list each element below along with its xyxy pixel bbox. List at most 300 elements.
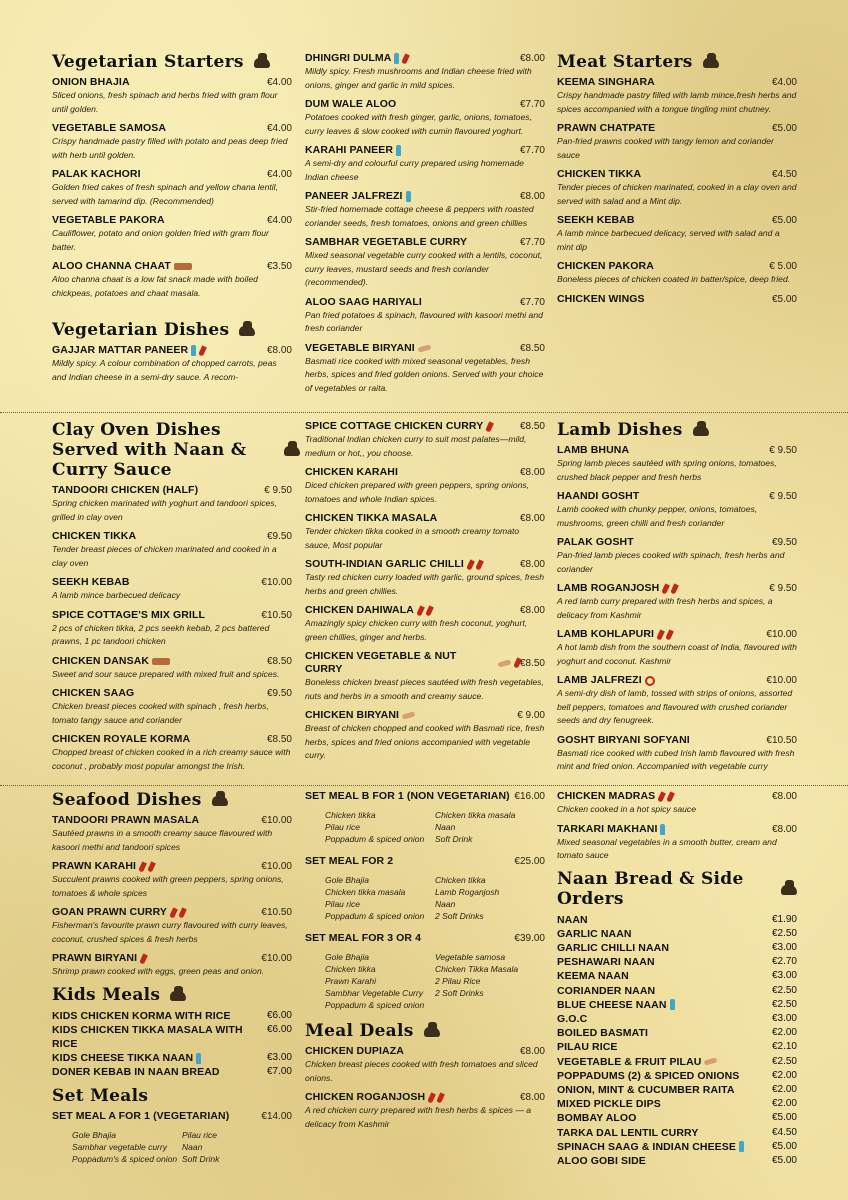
menu-item-name xyxy=(52,76,130,89)
menu-item-price: €8.00 xyxy=(266,345,292,356)
menu-item-description: Spring lamb pieces sautéed with spring onions, tomatoes, crushed black pepper and fresh herbs xyxy=(557,458,777,482)
menu-item xyxy=(305,604,545,644)
section-title-text: Lamb Dishes xyxy=(557,420,683,440)
menu-item-name-text: CHICKEN WINGS xyxy=(557,292,645,305)
menu-item-name xyxy=(557,582,677,595)
elephant-icon xyxy=(168,986,190,1004)
menu-item-price: € 9.50 xyxy=(769,445,797,456)
menu-item-price: €7.70 xyxy=(519,296,545,308)
menu-item-price: €10.00 xyxy=(766,629,797,640)
menu-item xyxy=(557,1026,797,1040)
menu-item xyxy=(305,236,545,290)
menu-item-price: €4.00 xyxy=(771,77,797,88)
menu-item-name xyxy=(52,576,130,589)
elephant-icon xyxy=(691,421,713,439)
menu-item-name xyxy=(557,1126,698,1140)
menu-item xyxy=(557,955,797,969)
section-title-text: Set Meals xyxy=(52,1085,149,1106)
set-meal-dish: Chicken tikka masala xyxy=(325,887,406,897)
chili-icon xyxy=(666,791,675,802)
menu-item xyxy=(52,1051,292,1065)
menu-item-price: €5.00 xyxy=(771,215,797,226)
menu-item-name-text: SOUTH-INDIAN GARLIC CHILLI xyxy=(305,558,464,570)
menu-item-description: Mixed seasonal vegetables in a smooth butter, cream and tomato sauce xyxy=(557,836,777,860)
set-meal-header xyxy=(305,790,545,803)
menu-item-price: €2.70 xyxy=(771,956,797,968)
menu-item-description: Amazingly spicy chicken curry with fresh coconut, yoghurt, green chillies, ginger and herbs. xyxy=(305,618,528,642)
menu-item-name xyxy=(305,466,398,479)
menu-item-header xyxy=(557,168,797,181)
cheese-icon xyxy=(670,999,675,1010)
menu-item-description: Mixed seasonal vegetable curry cooked with a lentils, coconut, curry leaves, mustard seeds and fresh coriander (recommended). xyxy=(305,250,543,287)
section-title xyxy=(305,1021,545,1041)
menu-item-price: €4.50 xyxy=(771,169,797,180)
menu-item-name-text: TANDOORI PRAWN MASALA xyxy=(52,814,200,826)
menu-item-header xyxy=(52,530,292,543)
elephant-icon xyxy=(701,53,723,71)
menu-item-name xyxy=(557,1154,646,1168)
nut-icon xyxy=(704,1058,718,1066)
menu-item-name xyxy=(557,913,588,927)
menu-item xyxy=(557,941,797,955)
set-meal-dish: Gole Bhajia xyxy=(325,875,369,885)
menu-item-name-text: PALAK KACHORI xyxy=(52,168,141,180)
menu-item-description: Boneless pieces of chicken coated in batter/spice, deep fried. xyxy=(557,274,791,284)
menu-item-header xyxy=(305,1091,545,1104)
cheese-icon xyxy=(660,824,665,835)
column-3-middle xyxy=(557,420,797,780)
menu-item-description: A hot lamb dish from the southern coast of India, flavoured with yoghurt and coconut. Kashmir xyxy=(557,642,797,666)
section-title xyxy=(52,790,292,810)
menu-item-header xyxy=(52,214,292,227)
menu-item-name-text: GOAN PRAWN CURRY xyxy=(52,906,167,918)
menu-item-header xyxy=(305,420,545,433)
menu-item-header xyxy=(557,674,797,687)
menu-item-price: €6.00 xyxy=(266,1023,292,1035)
set-meal-dish: Chicken tikka xyxy=(435,875,486,885)
menu-item-name xyxy=(557,823,665,836)
menu-item-description: Crispy handmade pastry filled with lamb mince,fresh herbs and spices accompanied with a tongue tingling mint chutney. xyxy=(557,90,797,114)
menu-item-header xyxy=(52,76,292,89)
chili-icon xyxy=(427,1092,436,1103)
no-nut-icon xyxy=(645,676,655,686)
menu-item-header xyxy=(557,790,797,803)
column-2-middle xyxy=(305,420,545,769)
menu-item-name xyxy=(305,144,401,157)
menu-item-name xyxy=(52,733,190,746)
set-meal-contents xyxy=(305,951,545,1011)
menu-item-header xyxy=(305,604,545,617)
menu-item-name xyxy=(52,122,166,135)
set-meal-dish: Chicken tikka xyxy=(325,964,376,974)
set-meal-contents xyxy=(52,1129,292,1165)
menu-item-price: €2.00 xyxy=(771,1069,797,1081)
menu-item-name xyxy=(305,296,422,309)
set-meal-dish: Prawn Karahi xyxy=(325,976,377,986)
menu-item-price: € 5.00 xyxy=(769,261,797,272)
menu-item-description: A lamb mince barbecued delicacy xyxy=(52,590,181,600)
column-1-bottom xyxy=(52,790,292,1175)
menu-item-name-text: VEGETABLE PAKORA xyxy=(52,214,165,226)
menu-item-name xyxy=(305,709,415,722)
menu-item-name xyxy=(557,536,634,549)
menu-item xyxy=(52,1023,292,1051)
menu-item xyxy=(305,98,545,138)
menu-item-description: Sautéed prawns in a smooth creamy sauce flavoured with kasoori methi and tandoori spices xyxy=(52,828,273,852)
menu-item-description: Pan-fried lamb pieces cooked with spinach, fresh herbs and coriander xyxy=(557,550,785,574)
nut-icon xyxy=(417,344,431,352)
set-meal-dish: Pilau rice xyxy=(325,899,360,909)
menu-item-price: €10.00 xyxy=(261,861,292,872)
set-meal-dish: Poppadum's & spiced onion xyxy=(72,1153,178,1164)
menu-item-name xyxy=(305,1091,443,1104)
menu-item-name-text: BOILED BASMATI xyxy=(557,1027,649,1040)
menu-item-name xyxy=(52,1023,267,1051)
menu-item-name-text: PRAWN KARAHI xyxy=(52,860,137,872)
menu-item-header xyxy=(52,655,292,668)
set-meal-dish: Lamb Roganjosh xyxy=(435,887,500,897)
menu-item-name-text: HAANDI GOSHT xyxy=(557,490,640,502)
chili-icon xyxy=(425,605,434,616)
menu-item-description: Diced chicken prepared with green peppers, spring onions, tomatoes and whole Indian spices. xyxy=(305,480,530,504)
menu-item-name-text: CHICKEN TIKKA xyxy=(557,168,642,180)
menu-item-price: €8.00 xyxy=(519,1092,545,1103)
menu-item-price: €7.70 xyxy=(519,237,545,248)
menu-item xyxy=(52,76,292,116)
menu-item-name-text: CHICKEN DANSAK xyxy=(52,654,150,667)
menu-item-name xyxy=(305,1045,404,1058)
menu-item xyxy=(305,342,545,396)
menu-item-price: €3.00 xyxy=(266,1052,292,1064)
menu-item-price: €4.00 xyxy=(266,123,292,134)
menu-item-name-text: PRAWN BIRYANI xyxy=(52,952,138,964)
set-meal-dish: Pilau rice xyxy=(182,1129,217,1140)
menu-item-description: Stir-fried homemade cottage cheese & peppers with roasted coriander seeds, fresh tomatoes, onions and green chillies xyxy=(305,204,534,228)
menu-item-name xyxy=(52,344,205,357)
menu-item-name xyxy=(557,76,655,89)
menu-item-name-text: KARAHI PANEER xyxy=(305,144,394,156)
menu-item-description: Mildly spicy. A colour combination of chopped carrots, peas and Indian cheese in a semi-dry sauce. A recom- xyxy=(52,358,277,382)
menu-item xyxy=(52,484,292,524)
menu-item xyxy=(305,144,545,184)
section-title-text: Seafood Dishes xyxy=(52,790,202,810)
menu-item xyxy=(557,536,797,576)
menu-item-price: €8.00 xyxy=(519,1046,545,1057)
menu-item xyxy=(557,790,797,817)
menu-item-header xyxy=(557,260,797,273)
chili-icon xyxy=(198,345,207,356)
menu-item xyxy=(52,906,292,946)
menu-item-header xyxy=(52,733,292,746)
menu-item-name xyxy=(557,122,655,135)
menu-item-name-text: GOSHT BIRYANI SOFYANI xyxy=(557,733,690,746)
menu-item-name xyxy=(557,1140,744,1154)
menu-item xyxy=(52,168,292,208)
menu-item-description: Boneless chicken breast pieces sautéed with fresh vegetables, nuts and herbs in a smooth and creamy sauce. xyxy=(305,677,544,701)
menu-item-price: €5.00 xyxy=(771,293,797,305)
menu-item-name-text: VEGETABLE BIRYANI xyxy=(305,341,415,354)
menu-item-price: €8.00 xyxy=(519,191,545,202)
menu-item-header xyxy=(52,906,292,919)
menu-item-price: €4.00 xyxy=(266,215,292,226)
menu-item-name xyxy=(305,342,431,355)
menu-item xyxy=(557,998,797,1012)
menu-item xyxy=(305,296,545,336)
section-title-text: Clay Oven Dishes Served with Naan & Curry Sauce xyxy=(52,420,247,480)
section-title xyxy=(52,1086,292,1106)
menu-item-price: €8.50 xyxy=(519,342,545,354)
low-fat-badge-icon xyxy=(174,263,192,270)
menu-item-header xyxy=(305,98,545,111)
menu-item xyxy=(305,1091,545,1131)
menu-item-description: Sliced onions, fresh spinach and herbs fried with gram flour until golden. xyxy=(52,90,278,114)
menu-item-name-text: CHICKEN TIKKA MASALA xyxy=(305,512,438,524)
menu-item-name-text: LAMB KOHLAPURI xyxy=(557,628,655,640)
menu-item xyxy=(52,344,292,384)
menu-item-price: €2.00 xyxy=(771,1083,797,1095)
section-title xyxy=(52,52,292,72)
menu-item-name xyxy=(52,484,198,497)
menu-item-name-text: LAMB ROGANJOSH xyxy=(557,582,660,594)
menu-item-description: Mildly spicy. Fresh mushrooms and Indian cheese fried with onions, ginger and garlic in mild spices. xyxy=(305,66,532,90)
menu-item-description: Tender pieces of chicken marinated, cooked in a clay oven and served with salad and a Mint dip. xyxy=(557,182,797,206)
menu-item-description: Traditional Indian chicken curry to suit most palates—mild, medium or hot,, you choose. xyxy=(305,434,527,458)
menu-item-name xyxy=(305,236,467,249)
menu-item-price: €10.00 xyxy=(766,675,797,686)
set-meal-dish: 2 Soft Drinks xyxy=(435,911,484,921)
menu-item-price: €7.00 xyxy=(266,1066,292,1078)
menu-item-name xyxy=(305,604,432,617)
menu-item-header xyxy=(52,168,292,181)
menu-item-price: €7.70 xyxy=(519,145,545,156)
menu-item-name xyxy=(52,906,185,919)
menu-item xyxy=(557,444,797,484)
chili-icon xyxy=(139,953,148,964)
menu-item-price: €2.00 xyxy=(771,1098,797,1110)
menu-item-price: €9.50 xyxy=(771,537,797,548)
section-title-text: Meat Starters xyxy=(557,52,693,72)
chili-icon xyxy=(147,861,156,872)
elephant-icon xyxy=(422,1022,444,1040)
menu-item-name xyxy=(52,530,136,543)
menu-item-price: €8.00 xyxy=(519,559,545,570)
set-meal-dish: Poppadum & spiced onion xyxy=(325,834,425,844)
column-3-bottom xyxy=(557,790,797,1168)
menu-item-description: A red chicken curry prepared with fresh herbs & spices — a delicacy from Kashmir xyxy=(305,1105,532,1129)
set-meal-dish: Naan xyxy=(182,1141,203,1152)
menu-item-name-text: MIXED PICKLE DIPS xyxy=(557,1098,661,1111)
column-1-middle xyxy=(52,420,292,779)
menu-item-price: € 9.00 xyxy=(517,710,545,721)
menu-item-description: Breast of chicken chopped and cooked with Basmati rice, fresh herbs, spices and fried onions accompanied with vegetable curry. xyxy=(305,723,545,760)
menu-item-price: €8.00 xyxy=(771,823,797,835)
menu-item-name-text: SPICE COTTAGE'S MIX GRILL xyxy=(52,608,205,621)
menu-item-name xyxy=(52,860,154,873)
chili-icon xyxy=(656,629,665,640)
column-1-top xyxy=(52,52,292,390)
menu-item-name-text: SEEKH KEBAB xyxy=(557,214,635,226)
menu-item-header xyxy=(52,122,292,135)
menu-item-name xyxy=(557,955,655,969)
menu-item-header xyxy=(557,76,797,89)
menu-item-name xyxy=(52,952,146,965)
menu-item-name xyxy=(305,512,437,525)
menu-item-price: €2.50 xyxy=(771,984,797,996)
menu-item-name-text: CHICKEN ROYALE KORMA xyxy=(52,733,191,745)
menu-item-header xyxy=(52,687,292,700)
menu-item-name xyxy=(52,1065,220,1079)
menu-item-description: 2 pcs of chicken tikka, 2 pcs seekh kebab, 2 pcs battered prawns, 1 pc tandoori chicken xyxy=(52,622,270,646)
cheese-icon xyxy=(394,53,399,64)
menu-item-name-text: NAAN xyxy=(557,913,588,926)
menu-item xyxy=(52,1065,292,1079)
menu-item xyxy=(557,969,797,983)
menu-item-price: €9.50 xyxy=(266,688,292,699)
column-2-top xyxy=(305,52,545,401)
set-meal-dish: Gole Bhajia xyxy=(325,952,369,962)
menu-item-price: €8.00 xyxy=(519,605,545,616)
menu-item-description: Succulent prawns cooked with green peppers, spring onions, tomatoes & whole spices xyxy=(52,874,284,898)
menu-item-name-text: KEEMA SINGHARA xyxy=(557,76,655,88)
menu-item-name-text: PALAK GOSHT xyxy=(557,536,634,548)
section-title xyxy=(557,869,797,909)
menu-item xyxy=(305,52,545,92)
set-meal-dish: Pilau rice xyxy=(325,822,360,832)
menu-item-name-text: PRAWN CHATPATE xyxy=(557,122,656,134)
menu-item-description: A lamb mince barbecued delicacy, served with salad and a mint dip xyxy=(557,228,780,252)
menu-item xyxy=(52,214,292,254)
menu-item-description: Basmati rice cooked with cubed Irish lamb flavoured with fresh mint and fried onion. Accompanied with vegetable curry xyxy=(557,747,795,771)
menu-item-name-text: SEEKH KEBAB xyxy=(52,576,130,588)
menu-item-name-text: GAJJAR MATTAR PANEER xyxy=(52,344,189,356)
menu-item-description: Aloo channa chaat is a low fat snack made with boiled chickpeas, potatoes and chaat masala. xyxy=(52,274,258,298)
menu-item-name xyxy=(557,790,673,803)
menu-item-description: Crispy handmade pastry filled with potato and peas deep fried with herb until golden. xyxy=(52,136,288,160)
menu-item-name-text: SPINACH SAAG & INDIAN CHEESE xyxy=(557,1140,736,1153)
menu-item-name-text: LAMB JALFREZI xyxy=(557,674,642,686)
menu-item-price: €10.50 xyxy=(766,734,797,746)
menu-item xyxy=(557,293,797,306)
menu-item-header xyxy=(52,344,292,357)
section-title xyxy=(557,420,797,440)
set-meal-price: €16.00 xyxy=(514,791,545,802)
menu-item-header xyxy=(557,444,797,457)
menu-item xyxy=(557,734,797,774)
set-meal-price: €39.00 xyxy=(514,933,545,944)
set-meal-dish xyxy=(435,999,545,1011)
menu-item-price: €2.00 xyxy=(771,1027,797,1039)
set-meal-dish: 2 Pilau Rice xyxy=(435,976,481,986)
menu-item-name xyxy=(305,52,408,65)
menu-item-description: Lamb cooked with chunky pepper, onions, tomatoes, mushrooms, green chilli and fresh coriander xyxy=(557,504,758,528)
menu-item xyxy=(52,814,292,854)
menu-item xyxy=(305,558,545,598)
menu-item-header xyxy=(305,236,545,249)
menu-item-name-text: ALOO CHANNA CHAAT xyxy=(52,260,171,272)
menu-item-name xyxy=(557,214,635,227)
menu-item-header xyxy=(52,814,292,827)
menu-item-price: €2.10 xyxy=(771,1041,797,1053)
menu-item-price: €5.00 xyxy=(771,123,797,134)
menu-item-price: €8.00 xyxy=(771,791,797,802)
set-meal-dish: Sambhar vegetable curry xyxy=(72,1141,167,1152)
chili-icon xyxy=(416,605,425,616)
menu-item-name xyxy=(557,260,654,273)
menu-item-name-text: ONION, MINT & CUCUMBER RAITA xyxy=(557,1083,735,1096)
menu-item-price: €1.90 xyxy=(771,913,797,925)
menu-item-header xyxy=(305,558,545,571)
menu-item-name xyxy=(557,969,629,983)
chili-icon xyxy=(169,907,178,918)
menu-item xyxy=(52,952,292,979)
chili-icon xyxy=(178,907,187,918)
menu-item-description: Potatoes cooked with fresh ginger, garlic, onions, tomatoes, curry leaves & slow cooked with cumin flavoured yoghurt. xyxy=(305,112,532,136)
menu-item-name-text: CHICKEN PAKORA xyxy=(557,260,654,272)
menu-item-description: A red lamb curry prepared with fresh herbs and spices, a delicacy from Kashmir xyxy=(557,596,773,620)
menu-item-name-text: TARKA DAL LENTIL CURRY xyxy=(557,1126,699,1139)
menu-item xyxy=(557,1055,797,1069)
menu-item xyxy=(52,122,292,162)
section-title-text: Vegetarian Dishes xyxy=(52,320,230,340)
menu-item-header xyxy=(557,823,797,836)
menu-item-header xyxy=(305,512,545,525)
menu-item-price: €10.00 xyxy=(261,953,292,964)
chili-icon xyxy=(402,53,411,64)
set-meal-header xyxy=(52,1110,292,1123)
set-meal-name: SET MEAL A FOR 1 (VEGETARIAN) xyxy=(52,1109,230,1122)
menu-item-header xyxy=(52,952,292,965)
menu-item xyxy=(557,122,797,162)
menu-item xyxy=(52,1009,292,1023)
menu-item-name-text: POPPADUMS (2) & SPICED ONIONS xyxy=(557,1069,740,1082)
menu-item-price: €7.70 xyxy=(519,99,545,110)
menu-item xyxy=(52,576,292,603)
menu-item-name-text: TARKARI MAKHANI xyxy=(557,822,658,835)
menu-item-name-text: VEGETABLE SAMOSA xyxy=(52,122,166,134)
menu-item-header xyxy=(557,582,797,595)
menu-item xyxy=(52,687,292,727)
menu-item-name-text: PESHAWARI NAAN xyxy=(557,956,655,969)
menu-item-name xyxy=(557,628,672,641)
menu-item-name xyxy=(305,98,396,111)
menu-item-name-text: BOMBAY ALOO xyxy=(557,1112,637,1125)
menu-item xyxy=(557,823,797,863)
menu-item-price: €5.00 xyxy=(771,1140,797,1152)
set-meal-dish: Poppadum & spiced onion xyxy=(325,911,425,921)
set-meal-dish: Vegetable samosa xyxy=(435,952,506,962)
menu-item-price: €8.50 xyxy=(519,657,545,669)
menu-item-header xyxy=(305,296,545,309)
set-meal-dish: Chicken Tikka Masala xyxy=(435,964,519,974)
menu-item-name-text: SAMBHAR VEGETABLE CURRY xyxy=(305,236,468,248)
menu-item-name xyxy=(305,420,492,433)
menu-item-description: Cauliflower, potato and onion golden fried with gram flour batter. xyxy=(52,228,269,252)
menu-item-name xyxy=(52,609,205,622)
menu-item-price: €8.00 xyxy=(519,467,545,478)
menu-item-description: Shrimp prawn cooked with eggs, green peas and onion. xyxy=(52,966,265,976)
menu-item-description: Chicken breast pieces cooked with spinach , fresh herbs, tomato tangy sauce and coriander xyxy=(52,701,269,725)
chili-icon xyxy=(466,559,475,570)
menu-item xyxy=(557,1097,797,1111)
menu-item xyxy=(305,1045,545,1085)
menu-item xyxy=(557,1012,797,1026)
cheese-icon xyxy=(739,1141,744,1152)
menu-item-price: €3.00 xyxy=(771,970,797,982)
set-meal-dish: Soft Drink xyxy=(435,834,473,844)
menu-item-header xyxy=(52,484,292,497)
menu-item-name-text: CHICKEN ROGANJOSH xyxy=(305,1091,426,1103)
menu-item-description: Sweet and sour sauce prepared with mixed fruit and spices. xyxy=(52,668,280,679)
